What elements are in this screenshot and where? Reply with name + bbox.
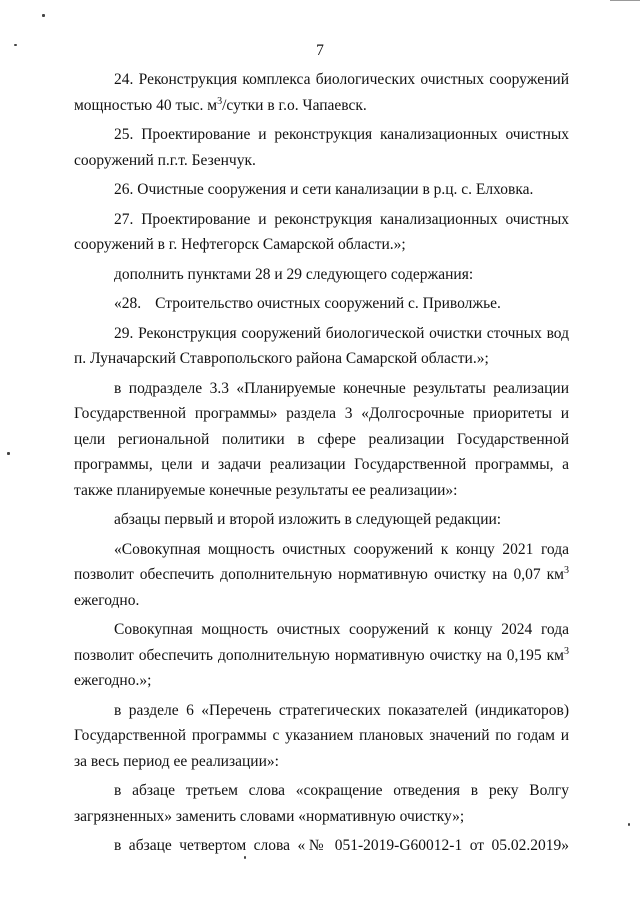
item-26: 26. Очистные сооружения и сети канализации в р.ц. с. Елховка. <box>114 181 534 198</box>
paragraph-4-replacement: в абзаце четвертом слова «№ 051-2019-G60012-1 от 05.02.2019» <box>114 837 569 854</box>
scan-speck-3 <box>7 452 10 455</box>
page-number: 7 <box>316 42 324 59</box>
item-29: 29. Реконструкция сооружений биологической очистки сточных вод п. Луначарский Ставропольского района Самарской области.»; <box>74 324 569 367</box>
superscript: 3 <box>564 645 569 657</box>
scan-speck-1 <box>42 14 45 17</box>
paragraphs-instruction: абзацы первый и второй изложить в следующей редакции: <box>114 511 502 528</box>
scan-edge-line <box>610 0 640 1</box>
capacity-2021-paragraph: «Совокупная мощность очистных сооружений к концу 2021 года позволит обеспечить дополнительную нормативную очистку на 0,07 $км^3$ ежегодно. <box>74 540 569 609</box>
item-24: 24. Реконструкция комплекса биологических очистных сооружений мощностью 40 тыс. $м^3$/сутки в г.о. Чапаевск. <box>74 71 569 114</box>
scan-speck-5 <box>628 823 630 826</box>
superscript: 3 <box>217 95 223 107</box>
paragraph-3-replacement: в абзаце третьем слова «сокращение отведения в реку Волгу загрязненных» заменить словами «нормативную очистку»; <box>74 782 569 825</box>
add-items-instruction: дополнить пунктами 28 и 29 следующего содержания: <box>114 265 474 283</box>
capacity-2024-paragraph: Совокупная мощность очистных сооружений к концу 2024 года позволит обеспечить дополнительную нормативную очистку на 0,195 $км^3$ ежегодно.»; <box>74 621 569 689</box>
item-25: 25. Проектирование и реконструкция канализационных очистных сооружений п.г.т. Безенчук. <box>74 126 569 169</box>
document-body <box>74 67 569 863</box>
subsection-instruction: в подразделе 3.3 «Планируемые конечные результаты реализации Государственной программы» раздела 3 «Долгосрочные приоритеты и цели региональной политики в сфере реализации Государственной программы, цели и задачи реализации Государственной программы, а также планируемые конечные результаты ее реализации»: <box>74 379 569 499</box>
superscript: 3 <box>564 564 569 576</box>
item-28: «28. Строительство очистных сооружений с. Приволжье. <box>114 295 501 312</box>
section-6-instruction: в разделе 6 «Перечень стратегических показателей (индикаторов) Государственной программы с указанием плановых значений по годам и за весь период ее реализации»: <box>74 701 569 770</box>
item-27: 27. Проектирование и реконструкция канализационных очистных сооружений в г. Нефтегорск Самарской области.»; <box>74 210 569 253</box>
